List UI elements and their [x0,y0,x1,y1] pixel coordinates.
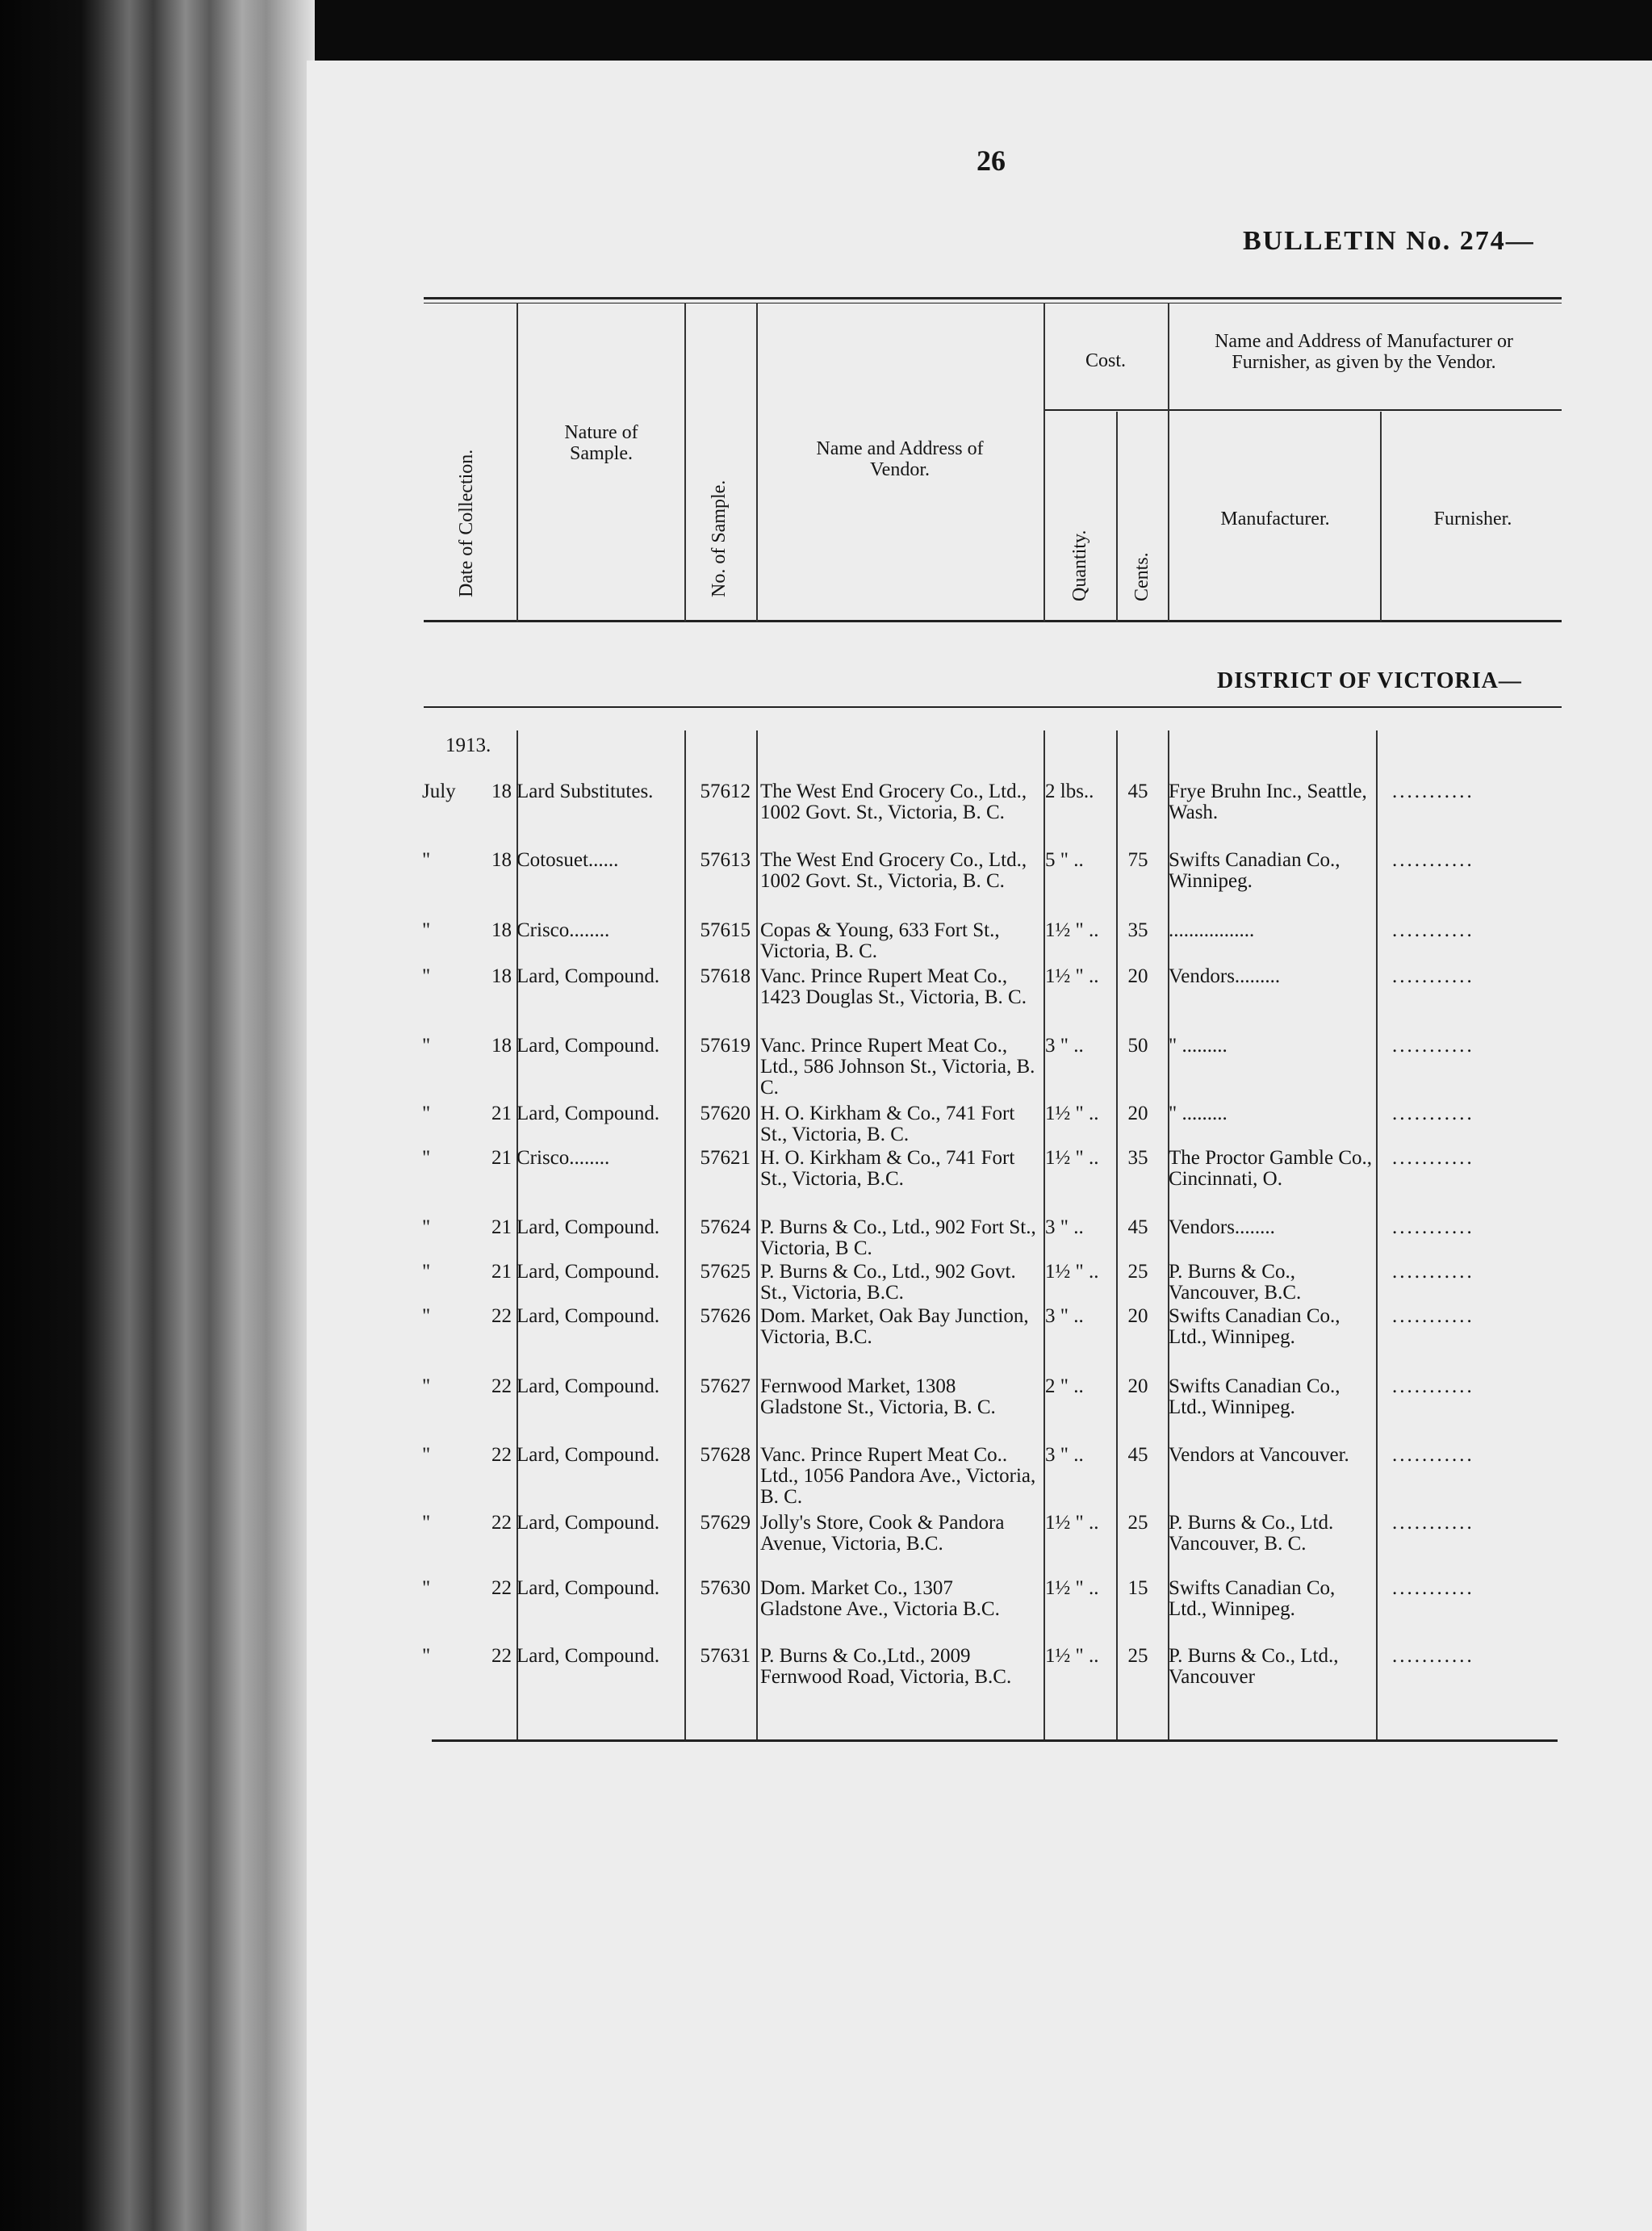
row-vendor: Dom. Market Co., 1307 Gladstone Ave., Victoria B.C. [760,1577,1000,1620]
row-month: " [422,919,431,941]
row-nature: Lard, Compound. [517,965,660,987]
row-quantity: 3 " .. [1045,1035,1084,1057]
row-day: 22 [491,1577,512,1599]
header-cents: Cents. [1131,552,1152,601]
row-sample-no: 57621 [700,1147,751,1169]
row-vendor: Copas & Young, 633 Fort St., Victoria, B. C. [760,919,1000,962]
row-sample-no: 57620 [700,1103,751,1124]
row-furnisher: ........... [1392,965,1474,987]
row-quantity: 2 " .. [1045,1375,1084,1397]
row-furnisher: ........... [1392,1512,1474,1534]
row-day: 18 [491,1035,512,1057]
row-month: " [422,849,431,871]
district-rule [424,706,1562,708]
col-divider [1043,303,1045,622]
table-bottom-rule [432,1739,1558,1742]
row-sample-no: 57624 [700,1216,751,1238]
header-furnisher: Furnisher. [1433,509,1512,529]
row-cents: 25 [1127,1512,1148,1534]
row-quantity: 1½ " .. [1045,1147,1099,1169]
row-furnisher: ........... [1392,919,1474,941]
row-sample-no: 57627 [700,1375,751,1397]
col-divider [756,730,758,1739]
row-month: " [422,1147,431,1169]
row-vendor: The West End Grocery Co., Ltd., 1002 Govt. St., Victoria, B. C. [760,781,1027,823]
row-cents: 25 [1127,1645,1148,1667]
row-furnisher: ........... [1392,1577,1474,1599]
row-nature: Crisco........ [517,1147,610,1169]
col-divider [517,303,518,622]
row-manufacturer: P. Burns & Co., Vancouver, B.C. [1169,1261,1302,1304]
row-day: 22 [491,1512,512,1534]
row-manufacturer: " ......... [1169,1035,1227,1057]
row-vendor: The West End Grocery Co., Ltd., 1002 Govt. St., Victoria, B. C. [760,849,1027,892]
row-sample-no: 57615 [700,919,751,941]
row-nature: Lard, Compound. [517,1577,660,1599]
row-quantity: 2 lbs.. [1045,781,1094,802]
header-date: Date of Collection. [456,449,477,597]
row-month: " [422,1375,431,1397]
row-nature: Cotosuet...... [517,849,619,871]
row-nature: Lard, Compound. [517,1645,660,1667]
row-quantity: 1½ " .. [1045,1512,1099,1534]
row-manufacturer: P. Burns & Co., Ltd. Vancouver, B. C. [1169,1512,1334,1555]
row-manufacturer: Vendors........ [1169,1216,1275,1238]
row-quantity: 3 " .. [1045,1216,1084,1238]
row-quantity: 5 " .. [1045,849,1084,871]
row-sample-no: 57631 [700,1645,751,1667]
row-month: " [422,1645,431,1667]
row-quantity: 1½ " .. [1045,1645,1099,1667]
bulletin-title: BULLETIN No. 274— [1243,226,1535,256]
row-vendor: Vanc. Prince Rupert Meat Co.. Ltd., 1056 Pandora Ave., Victoria, B. C. [760,1444,1036,1508]
row-quantity: 1½ " .. [1045,1261,1099,1283]
row-cents: 45 [1127,781,1148,802]
row-month: " [422,1216,431,1238]
col-divider [684,730,686,1739]
row-quantity: 3 " .. [1045,1305,1084,1327]
row-month: " [422,1512,431,1534]
row-day: 21 [491,1216,512,1238]
row-vendor: Dom. Market, Oak Bay Junction, Victoria, B.C. [760,1305,1029,1348]
header-quantity: Quantity. [1069,529,1090,601]
header-manufacturer: Manufacturer. [1220,509,1330,529]
row-manufacturer: Swifts Canadian Co, Ltd., Winnipeg. [1169,1577,1336,1620]
row-manufacturer: The Proctor Gamble Co., Cincinnati, O. [1169,1147,1373,1190]
row-day: 22 [491,1645,512,1667]
row-day: 18 [491,919,512,941]
row-sample-no: 57613 [700,849,751,871]
col-divider [1116,412,1118,622]
row-vendor: P. Burns & Co., Ltd., 902 Govt. St., Victoria, B.C. [760,1261,1016,1304]
row-cents: 45 [1127,1216,1148,1238]
row-nature: Lard, Compound. [517,1261,660,1283]
row-month: " [422,1261,431,1283]
row-sample-no: 57625 [700,1261,751,1283]
header-bottom-rule [424,620,1562,622]
row-nature: Lard Substitutes. [517,781,654,802]
book-spine-shadow [0,0,315,2231]
row-manufacturer: ................. [1169,919,1255,941]
row-quantity: 3 " .. [1045,1444,1084,1466]
row-sample-no: 57619 [700,1035,751,1057]
row-manufacturer: P. Burns & Co., Ltd., Vancouver [1169,1645,1339,1688]
cost-group-rule [1045,409,1562,411]
row-furnisher: ........... [1392,1375,1474,1397]
row-day: 21 [491,1261,512,1283]
row-furnisher: ........... [1392,1261,1474,1283]
row-furnisher: ........... [1392,1305,1474,1327]
row-vendor: Vanc. Prince Rupert Meat Co., 1423 Douglas St., Victoria, B. C. [760,965,1027,1008]
row-vendor: P. Burns & Co., Ltd., 902 Fort St., Victoria, B C. [760,1216,1036,1259]
row-cents: 35 [1127,1147,1148,1169]
row-furnisher: ........... [1392,1216,1474,1238]
row-sample-no: 57626 [700,1305,751,1327]
row-month: " [422,1305,431,1327]
row-furnisher: ........... [1392,1147,1474,1169]
row-month: " [422,965,431,987]
row-furnisher: ........... [1392,1035,1474,1057]
row-vendor: Fernwood Market, 1308 Gladstone St., Victoria, B. C. [760,1375,996,1418]
page-number: 26 [977,144,1006,177]
col-divider [684,303,686,622]
col-divider [756,303,758,622]
row-cents: 15 [1127,1577,1148,1599]
row-month: " [422,1577,431,1599]
row-nature: Lard, Compound. [517,1216,660,1238]
row-day: 18 [491,781,512,802]
row-manufacturer: Swifts Canadian Co., Ltd., Winnipeg. [1169,1375,1340,1418]
row-furnisher: ........... [1392,1444,1474,1466]
row-sample-no: 57628 [700,1444,751,1466]
row-cents: 20 [1127,1305,1148,1327]
row-month: " [422,1444,431,1466]
row-vendor: H. O. Kirkham & Co., 741 Fort St., Victoria, B. C. [760,1103,1015,1145]
year-label: 1913. [445,735,491,756]
row-nature: Lard, Compound. [517,1444,660,1466]
row-nature: Lard, Compound. [517,1103,660,1124]
row-cents: 35 [1127,919,1148,941]
row-month: " [422,1103,431,1124]
row-day: 22 [491,1305,512,1327]
page-sheet [307,61,1652,2231]
row-nature: Lard, Compound. [517,1512,660,1534]
row-quantity: 1½ " .. [1045,919,1099,941]
row-month: " [422,1035,431,1057]
row-quantity: 1½ " .. [1045,965,1099,987]
row-month: July [422,781,456,802]
row-cents: 20 [1127,1375,1148,1397]
header-manufacturer-furnisher: Name and Address of Manufacturer or Furnisher, as given by the Vendor. [1215,331,1513,373]
header-vendor: Name and Address of Vendor. [816,438,984,480]
row-manufacturer: Vendors at Vancouver. [1169,1444,1349,1466]
row-vendor: Jolly's Store, Cook & Pandora Avenue, Victoria, B.C. [760,1512,1005,1555]
row-day: 21 [491,1103,512,1124]
row-vendor: Vanc. Prince Rupert Meat Co., Ltd., 586 Johnson St., Victoria, B. C. [760,1035,1035,1099]
row-nature: Lard, Compound. [517,1035,660,1057]
header-sample-no: No. of Sample. [709,479,730,597]
row-vendor: P. Burns & Co.,Ltd., 2009 Fernwood Road, Victoria, B.C. [760,1645,1012,1688]
row-day: 22 [491,1444,512,1466]
row-furnisher: ........... [1392,1103,1474,1124]
row-manufacturer: Swifts Canadian Co., Winnipeg. [1169,849,1340,892]
row-cents: 20 [1127,1103,1148,1124]
row-sample-no: 57629 [700,1512,751,1534]
header-top-rule [424,297,1562,299]
row-furnisher: ........... [1392,849,1474,871]
row-manufacturer: " ......... [1169,1103,1227,1124]
row-manufacturer: Frye Bruhn Inc., Seattle, Wash. [1169,781,1367,823]
row-manufacturer: Vendors......... [1169,965,1281,987]
col-divider [1376,730,1378,1739]
row-day: 18 [491,965,512,987]
col-divider [1380,412,1382,622]
row-sample-no: 57612 [700,781,751,802]
row-vendor: H. O. Kirkham & Co., 741 Fort St., Victoria, B.C. [760,1147,1015,1190]
row-quantity: 1½ " .. [1045,1103,1099,1124]
row-day: 21 [491,1147,512,1169]
row-nature: Lard, Compound. [517,1375,660,1397]
row-sample-no: 57618 [700,965,751,987]
row-nature: Crisco........ [517,919,610,941]
row-sample-no: 57630 [700,1577,751,1599]
header-cost: Cost. [1085,350,1126,371]
row-furnisher: ........... [1392,781,1474,802]
row-quantity: 1½ " .. [1045,1577,1099,1599]
col-divider [1168,303,1169,622]
header-nature: Nature of Sample. [564,422,638,464]
row-cents: 45 [1127,1444,1148,1466]
row-manufacturer: Swifts Canadian Co., Ltd., Winnipeg. [1169,1305,1340,1348]
row-cents: 75 [1127,849,1148,871]
row-day: 22 [491,1375,512,1397]
row-furnisher: ........... [1392,1645,1474,1667]
row-day: 18 [491,849,512,871]
row-cents: 50 [1127,1035,1148,1057]
district-heading: DISTRICT OF VICTORIA— [1217,668,1522,693]
row-cents: 25 [1127,1261,1148,1283]
row-cents: 20 [1127,965,1148,987]
row-nature: Lard, Compound. [517,1305,660,1327]
